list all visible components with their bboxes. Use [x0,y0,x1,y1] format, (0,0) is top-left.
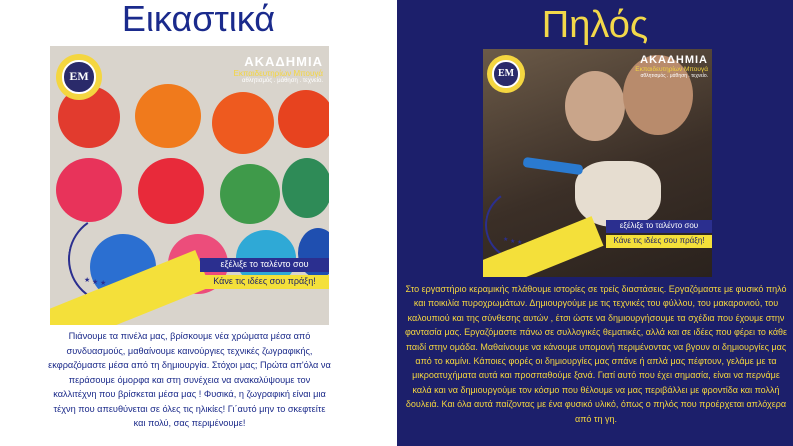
child-face [565,71,625,141]
paint-blob [135,84,201,148]
brand-tagline: αθλητισμός . μάθηση . τεχνείο. [242,78,323,84]
caption-talent: εξέλιξε το ταλέντο σου [200,258,329,272]
academy-brand [234,54,323,84]
brand-subtitle: Εκπαιδευτηρίων Μπουγά [233,69,323,78]
paint-blob [278,90,329,148]
clay-heading: Πηλός [541,4,649,46]
brand-title: ΑΚΑΔΗΜΙΑ [244,54,323,69]
caption-ideas: Κάνε τις ιδέες σου πράξη! [606,235,712,248]
star-icon: ★ [503,237,509,243]
paint-blob [282,158,329,218]
brand-tagline: αθλητισμός . μάθηση . τεχνείο. [640,73,708,79]
paint-blob [220,164,280,224]
star-icon: ★ [84,277,91,284]
clay-photo [483,49,712,277]
painting-photo [50,46,329,325]
brand-subtitle: Εκπαιδευτηρίων Μπουγά [635,66,708,73]
star-icon: ★ [100,280,107,287]
paint-blob [56,158,122,222]
star-icon: ★ [510,239,516,245]
academy-logo: ΕΜ [56,54,102,100]
painting-heading: Εικαστικά [121,0,276,39]
star-icon: ★ [92,279,99,286]
clay-description: Στο εργαστήριο κεραμικής πλάθουμε ιστορίες σε τρείς διαστάσεις. Εργαζόμαστε με φυσικό πηλό και ποικιλία πυροχρωμάτων. Δημιουργούμε με τις τεχνικές του φύλλου, του μακαρονιού, του καλουπιού και της σύνθεσης αυτών , έτσι ώστε να δημιουργήσουμε τα σχέδια που έχουμε στην φαντασία μας. Εργαζόμαστε πάνω σε συλλογικές θεματικές, αλλά και σε ιδέες που φέρει το κάθε παιδί στην ομάδα. Μαθαίνουμε να κάνουμε υπομονή περιμένοντας να βγουν οι δημιουργίες μας από το καμίνι. Κάποιες φορές οι δημιουργίες μας σπάνε ή απλά μας πέφτουν, γελάμε με τα μικροατυχήματα αυτά και προσπαθούμε ξανά. Γιατί αυτό που έχει σημασία, είναι να περνάμε καλά και να δημιουργούμε τον κόσμο που θέλουμε να μας περιβάλλει με φροντίδα και πολλή δουλειά. Και όλα αυτά παίζοντας με ένα φυσικό υλικό, όπως ο πηλός που προέρχεται απλόχερα από τη γη. [404,284,788,424]
academy-logo: ΕΜ [487,55,525,93]
star-icon: ★ [517,240,523,246]
painting-description: Πιάνουμε τα πινέλα μας, βρίσκουμε νέα χρώματα μέσα από συνδυασμούς, μαθαίνουμε καινούργιες τεχνικές ζωγραφικής, εκφραζόμαστε μέσα από τη δημιουργία. Στόχοι μας; Πρώτα απ'όλα να περάσουμε όμορφα και στη συνέχεια να ανακαλύψουμε τον καλλιτέχνη που βρίσκεται μέσα μας ! Φυσικά, η ζωγραφική είναι μια τέχνη που απευθύνεται σε όλες τις ηλικίες! Γι΄αυτό μην το σκεφτείτε και πολύ, σας περιμένουμε! [48,331,331,428]
caption-talent: εξέλιξε το ταλέντο σου [606,220,712,233]
academy-brand [635,54,708,79]
paint-blob [212,92,274,154]
brand-title: ΑΚΑΔΗΜΙΑ [640,54,708,66]
paint-blob [138,158,204,224]
caption-ideas: Κάνε τις ιδέες σου πράξη! [200,275,329,289]
